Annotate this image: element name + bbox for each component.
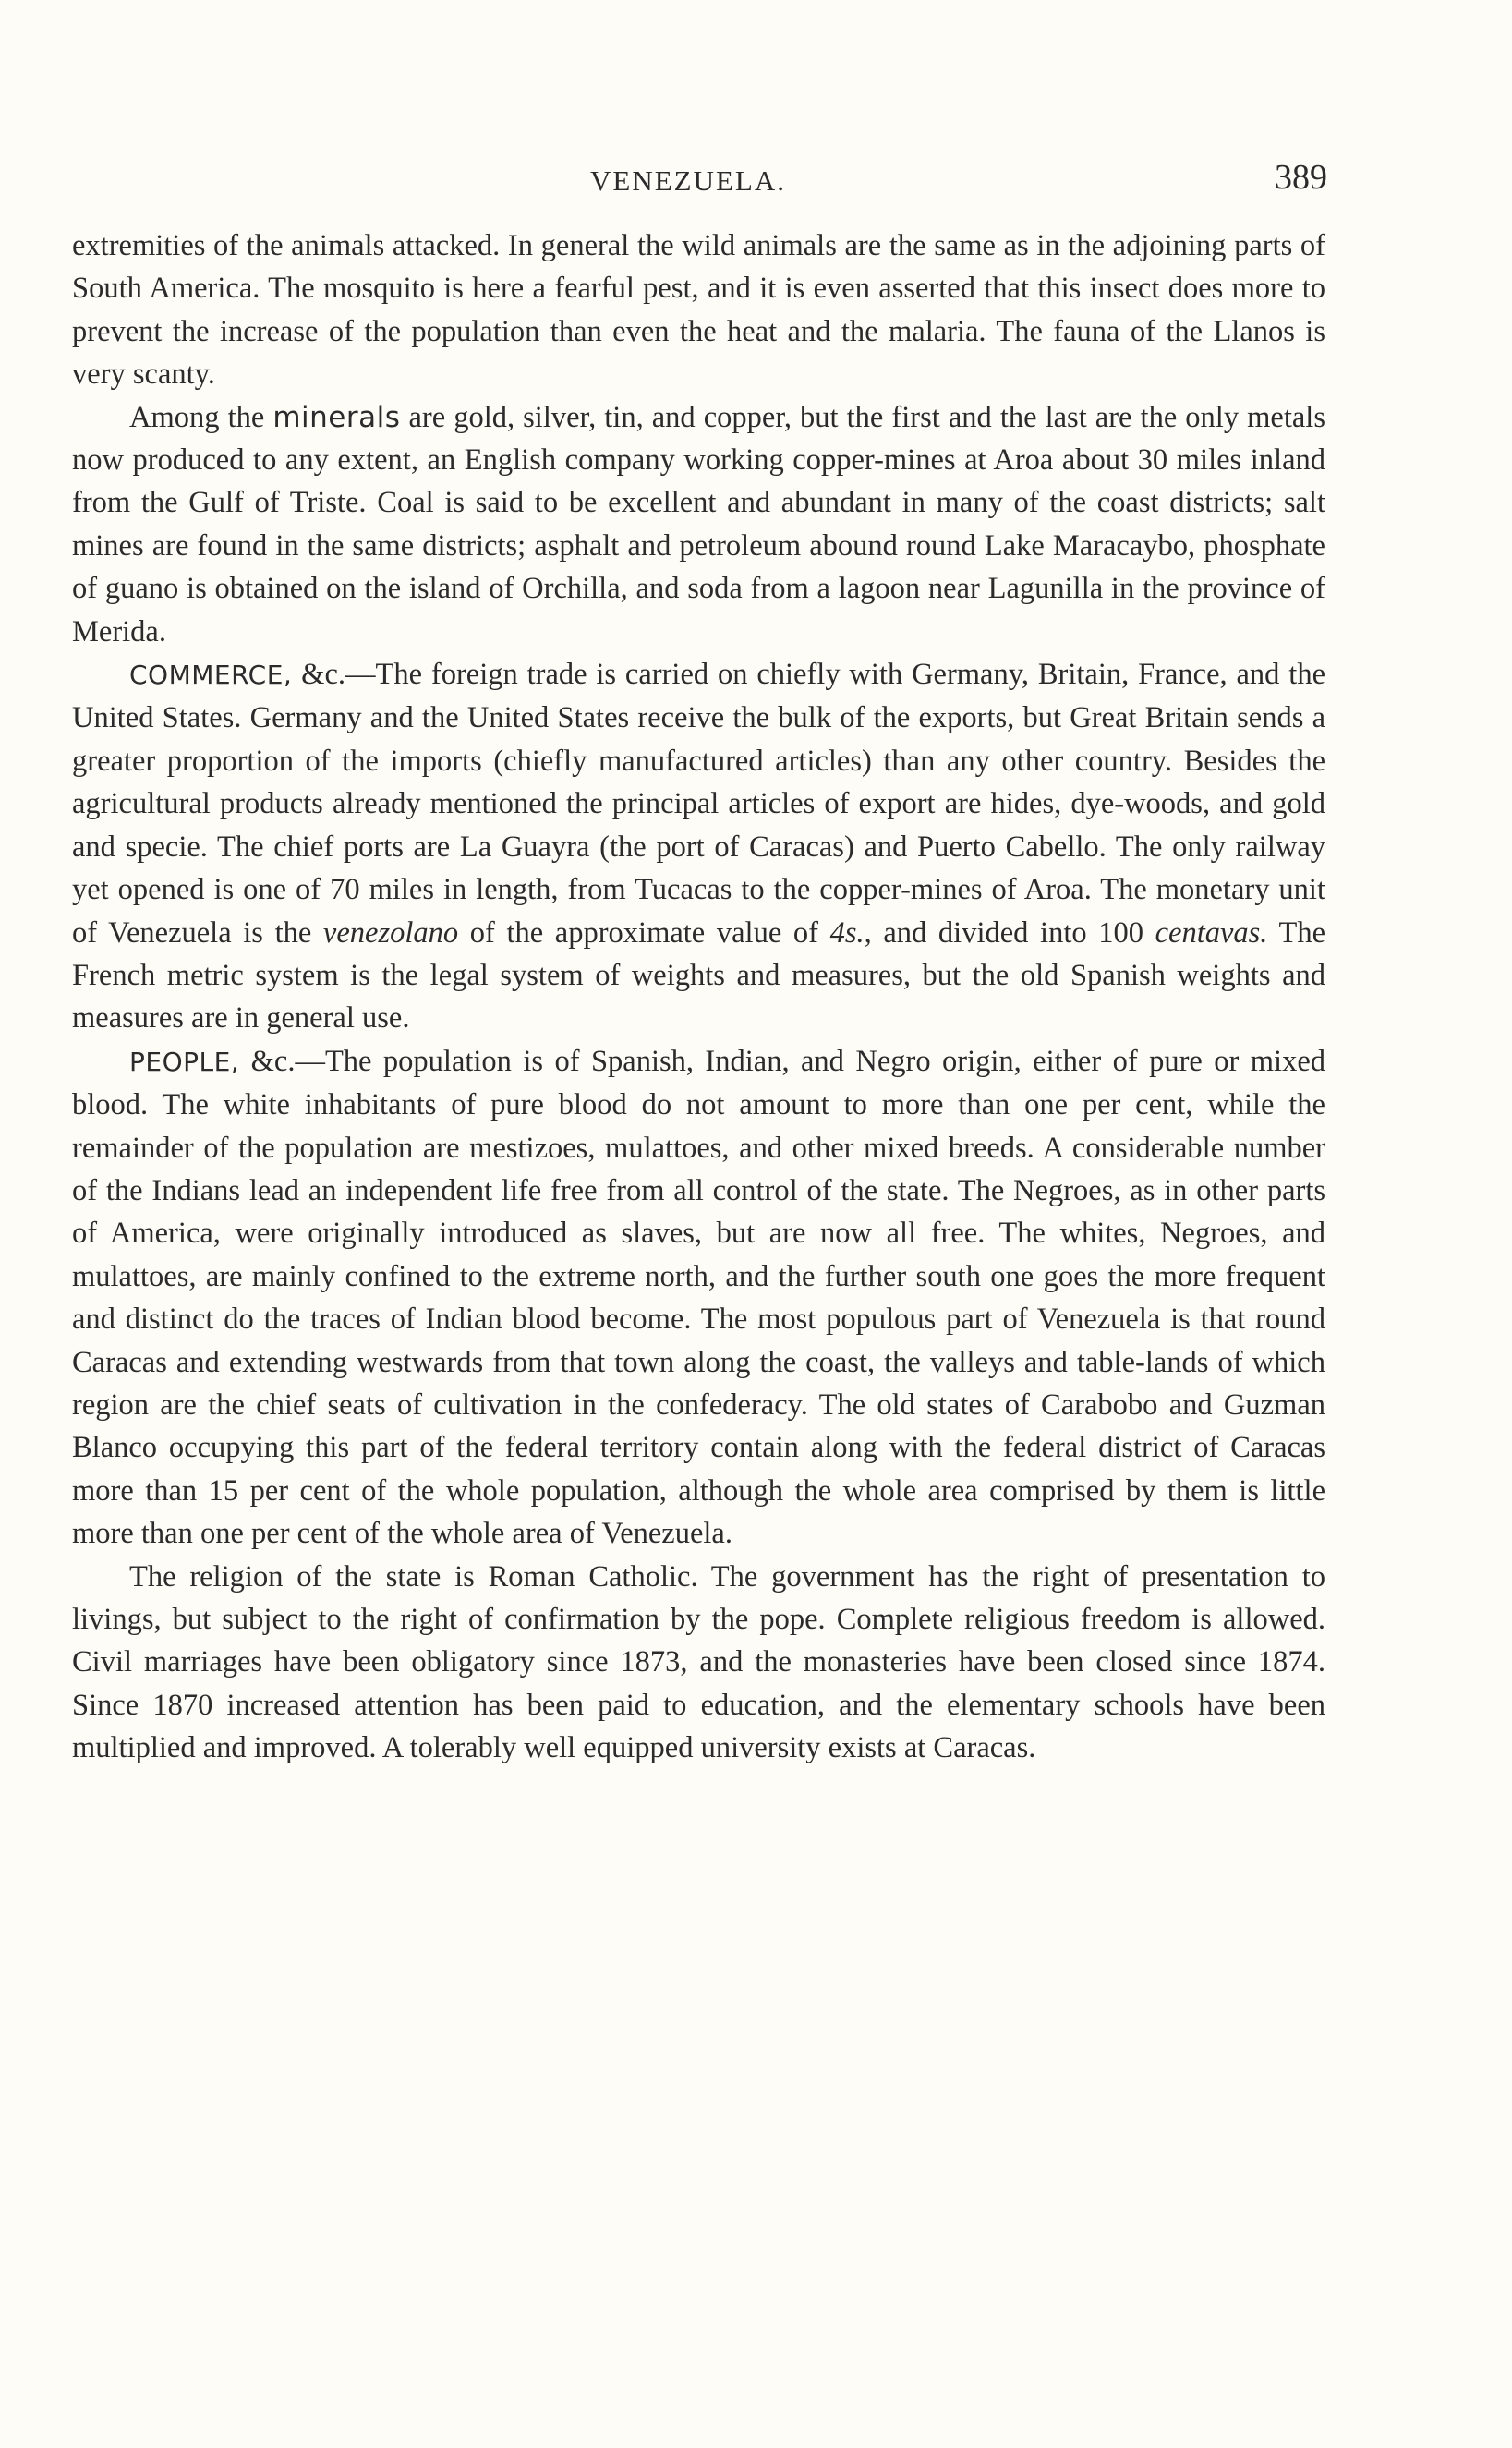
- commerce-heading: COMMERCE,: [129, 660, 293, 691]
- running-head: [0, 158, 1512, 201]
- minerals-term: minerals: [272, 400, 401, 434]
- paragraph-fauna-text: extremities of the animals attacked. In general the wild animals are the same as in the adjoining parts of South America. The mosquito is here a fearful pest, and it is even asserted that this insect does more to prevent the increase of the population than even the heat and the malaria. The fauna of the Llanos is very scanty.: [72, 229, 1325, 392]
- commerce-text-b: of the approximate value of: [458, 915, 830, 950]
- running-title: VENEZUELA.: [590, 164, 786, 197]
- commerce-text-a: &c.—The foreign trade is carried on chiefly with Germany, Britain, France, and the United States. Germany and the United States receive the bulk of the exports, but Great Britain sends a greater proportion of the imports (chiefly manufactured articles) than any other country. Besides the agricultural products already mentioned the principal articles of export are hides, dye-woods, and gold and specie. The chief ports are La Guayra (the port of Caracas) and Puerto Cabello. The only railway yet opened is one of 70 miles in length, from Tucacas to the copper-mines of Aroa. The monetary unit of Venezuela is the: [72, 658, 1325, 950]
- body-text: [72, 224, 1325, 1770]
- paragraph-minerals-text: are gold, silver, tin, and copper, but the first and the last are the only metals now produced to any extent, an English company working copper-mines at Aroa about 30 miles inland from the Gulf of Triste. Coal is said to be excellent and abundant in many of the coast districts; salt mines are found in the same districts; asphalt and petroleum abound round Lake Maracaybo, phosphate of guano is obtained on the island of Orchilla, and soda from a lagoon near Lagunilla in the province of Merida.: [72, 400, 1325, 648]
- paragraph-fauna: [72, 224, 1325, 396]
- commerce-text-c: , and divided into 100: [864, 915, 1155, 950]
- page-number: 389: [1275, 158, 1327, 197]
- people-text: &c.—The population is of Spanish, Indian, and Negro origin, either of pure or mixed blood. The white inhabitants of pure blood do not amount to more than one per cent, while the remainder of the population are mestizoes, mulattoes, and other mixed breeds. A considerable number of the Indians lead an independent life free from all control of the state. The Negroes, as in other parts of America, were originally introduced as slaves, but are now all free. The whites, Negroes, and mulattoes, are mainly confined to the extreme north, and the further south one goes the more frequent and distinct do the traces of Indian blood become. The most populous part of Venezuela is that round Caracas and extending westwards from that town along the coast, the valleys and table-lands of which region are the chief seats of cultivation in the confederacy. The old states of Carabobo and Guzman Blanco occupying this part of the federal territory contain along with the federal district of Caracas more than 15 per cent of the whole population, although the whole area comprised by them is little more than one per cent of the whole area of Venezuela.: [72, 1044, 1325, 1551]
- commerce-italic-value: 4s.: [829, 915, 865, 950]
- paragraph-religion: [72, 1556, 1325, 1770]
- paragraph-commerce: [72, 653, 1325, 1040]
- people-heading: PEOPLE,: [129, 1046, 240, 1077]
- commerce-italic-venezolano: venezolano: [322, 915, 459, 950]
- paragraph-people: [72, 1040, 1325, 1556]
- paragraph-minerals: [72, 396, 1325, 653]
- commerce-text-d: The French metric system is the legal system of weights and measures, but the old Spanish weights and measures are in general use.: [72, 915, 1326, 1036]
- paragraph-minerals-lead: Among the: [129, 400, 273, 434]
- commerce-italic-centavas: centavas.: [1155, 915, 1268, 950]
- religion-text: The religion of the state is Roman Catholic. The government has the right of presentation to livings, but subject to the right of confirmation by the pope. Complete religious freedom is allowed. Civil marriages have been obligatory since 1873, and the monasteries have been closed since 1874. Since 1870 increased attention has been paid to education, and the elementary schools have been multiplied and improved. A tolerably well equipped university exists at Caracas.: [72, 1559, 1325, 1765]
